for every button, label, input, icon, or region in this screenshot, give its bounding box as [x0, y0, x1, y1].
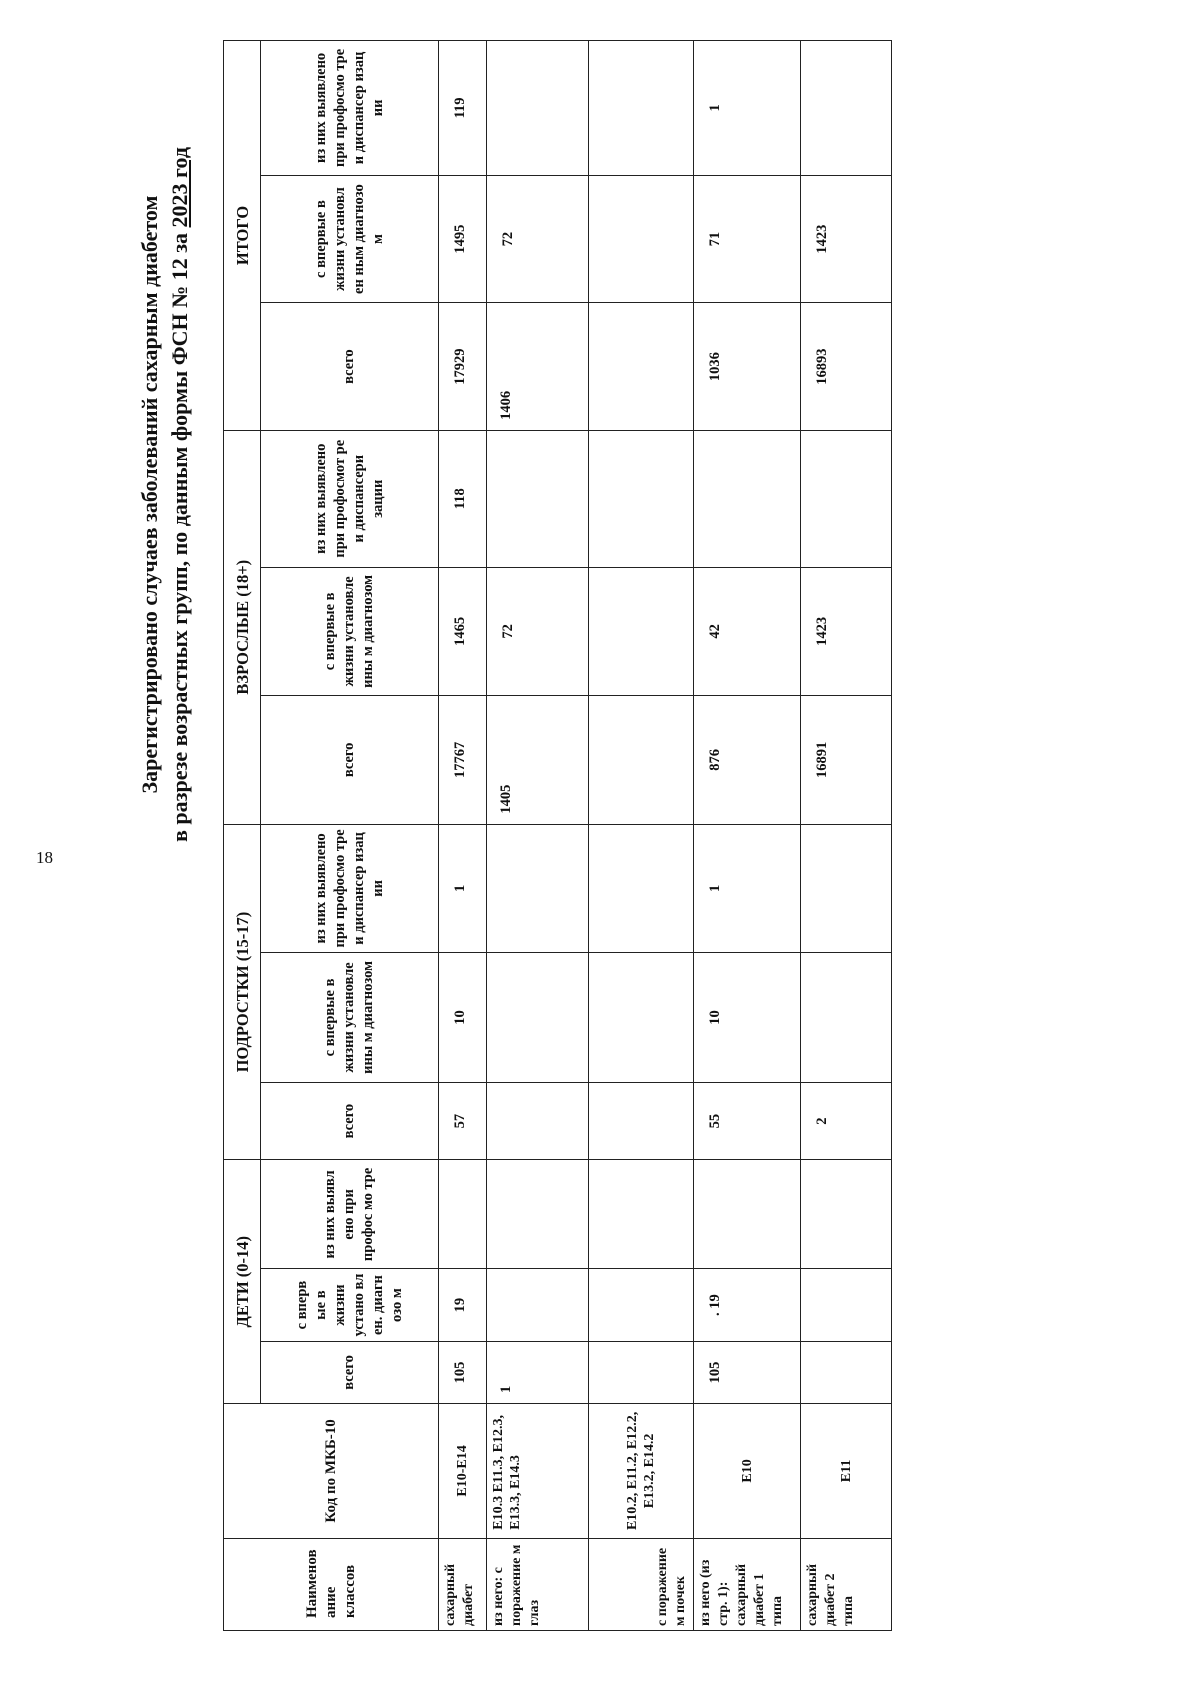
cell: 1405: [487, 696, 589, 825]
cell: 1465: [439, 567, 487, 696]
cell: [801, 430, 892, 567]
cell: 10: [694, 953, 801, 1083]
sub-header: с впервые в жизни установле ины м диагнозом: [261, 567, 439, 696]
cell: [589, 303, 694, 430]
cell: 1423: [801, 175, 892, 302]
cell: 1: [487, 1341, 589, 1403]
cell: [801, 824, 892, 953]
cell: 1495: [439, 175, 487, 302]
cell: . 19: [694, 1269, 801, 1342]
cell: [589, 1341, 694, 1403]
sub-header: из них выявлено при профосмо тре и диспансер изац ии: [261, 41, 439, 176]
cell: 1423: [801, 567, 892, 696]
cell: 17929: [439, 303, 487, 430]
cell: 2: [801, 1082, 892, 1160]
cell: 118: [439, 430, 487, 567]
sub-header: всего: [261, 1341, 439, 1403]
cell: 72: [487, 567, 589, 696]
cell: 42: [694, 567, 801, 696]
cell: [487, 1269, 589, 1342]
cell: [487, 430, 589, 567]
cell: [589, 824, 694, 953]
title-line-2-prefix: в разрезе возрастных групп, по данным формы ФСН № 12 за: [167, 227, 192, 842]
cell: 105: [439, 1341, 487, 1403]
cell: [487, 1082, 589, 1160]
row-name: сахарный диабет: [439, 1538, 487, 1630]
header-name: Наименов ание классов: [224, 1538, 439, 1630]
cell: 1: [694, 41, 801, 176]
sub-header: всего: [261, 303, 439, 430]
table-row: [694, 41, 801, 1631]
page-number: 18: [36, 848, 53, 867]
row-code: E10.3 E11.3, E12.3, E13.3, E14.3: [487, 1404, 589, 1539]
sub-header: с впервые в жизни установле ины м диагнозом: [261, 953, 439, 1083]
row-name: сахарный диабет 2 типа: [801, 1538, 892, 1630]
cell: [801, 41, 892, 176]
group-header-teens: ПОДРОСТКИ (15-17): [224, 824, 261, 1160]
cell: [589, 953, 694, 1083]
row-name: из него (из стр. 1): сахарный диабет 1 типа: [694, 1538, 801, 1630]
group-header-children: ДЕТИ (0-14): [224, 1160, 261, 1404]
cell: [487, 824, 589, 953]
cell: 1: [694, 824, 801, 953]
cell: [439, 1160, 487, 1269]
cell: 16893: [801, 303, 892, 430]
sub-header: из них выявл ено при профос мо тре: [261, 1160, 439, 1269]
row-code: E10: [694, 1404, 801, 1539]
table-container: [223, 40, 891, 1631]
title-line-1: Зарегистрировано случаев заболеваний сахарным диабетом: [137, 195, 162, 794]
cell: [589, 1269, 694, 1342]
cell: 1406: [487, 303, 589, 430]
cell: [694, 430, 801, 567]
cell: [801, 1341, 892, 1403]
group-header-total: ИТОГО: [224, 41, 261, 431]
row-code: E11: [801, 1404, 892, 1539]
cell: [487, 41, 589, 176]
cell: [487, 953, 589, 1083]
row-code: E10.2, E11.2, E12.2, E13.2, E14.2: [589, 1404, 694, 1539]
row-name: из него: с поражение м глаз: [487, 1538, 589, 1630]
cell: 1036: [694, 303, 801, 430]
cell: [589, 430, 694, 567]
cell: 17767: [439, 696, 487, 825]
cell: [487, 1160, 589, 1269]
row-code: E10-E14: [439, 1404, 487, 1539]
cell: 16891: [801, 696, 892, 825]
cell: 10: [439, 953, 487, 1083]
table-row: [439, 41, 487, 1631]
cell: 57: [439, 1082, 487, 1160]
cell: [589, 1160, 694, 1269]
cell: 119: [439, 41, 487, 176]
table-row: [487, 41, 589, 1631]
cell: 876: [694, 696, 801, 825]
header-code: Код по МКБ-10: [224, 1404, 439, 1539]
sub-header: всего: [261, 1082, 439, 1160]
cell: 71: [694, 175, 801, 302]
cell: 105: [694, 1341, 801, 1403]
cell: [589, 41, 694, 176]
row-name: с поражение м почек: [589, 1538, 694, 1630]
table-row: [801, 41, 892, 1631]
cell: [801, 953, 892, 1083]
cell: [801, 1269, 892, 1342]
sub-header: из них выявлено при профосмо тре и диспансер изац ии: [261, 824, 439, 953]
sub-header: с вперв ые в жизни устано вл ен. диагн озо м: [261, 1269, 439, 1342]
group-header-adults: ВЗРОСЛЫЕ (18+): [224, 430, 261, 824]
cell: 1: [439, 824, 487, 953]
cell: 55: [694, 1082, 801, 1160]
diabetes-statistics-table: [223, 40, 892, 1631]
cell: [589, 567, 694, 696]
title-year: 2023 год: [167, 147, 192, 228]
sub-header: всего: [261, 696, 439, 825]
title-line-2: [165, 0, 195, 1290]
table-row: [589, 41, 694, 1631]
cell: [801, 1160, 892, 1269]
sub-header: из них выявлено при профосмот ре и диспансери зации: [261, 430, 439, 567]
sub-header: с впервые в жизни установл ен ным диагнозо м: [261, 175, 439, 302]
cell: 72: [487, 175, 589, 302]
cell: [589, 1082, 694, 1160]
cell: 19: [439, 1269, 487, 1342]
cell: [589, 175, 694, 302]
cell: [589, 696, 694, 825]
cell: [694, 1160, 801, 1269]
